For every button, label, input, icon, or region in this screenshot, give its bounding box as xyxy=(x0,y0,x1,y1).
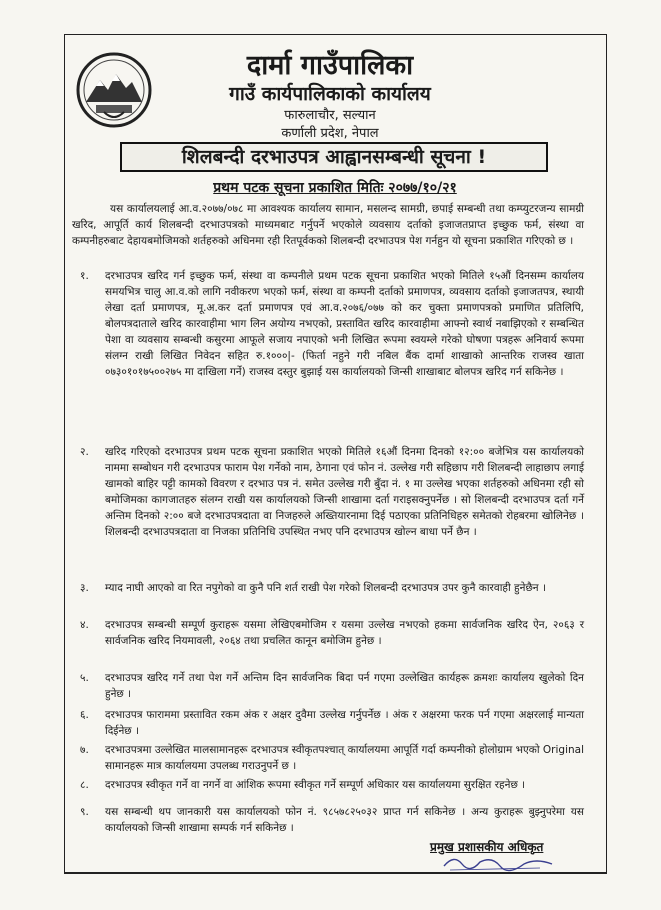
item-number: २. xyxy=(80,446,89,458)
item-text: दरभाउपत्र फाराममा प्रस्तावित रकम अंक र अक्षर दुवैमा उल्लेख गर्नुपर्नेछ । अंक र अक्षरमा फरक पर्न गएमा अक्षरलाई मान्यता दिईनेछ । xyxy=(105,709,584,737)
list-item xyxy=(72,617,584,649)
municipality-emblem-icon xyxy=(74,50,154,130)
list-item xyxy=(72,268,584,380)
item-number: ४. xyxy=(80,619,89,631)
item-text: यस सम्बन्धी थप जानकारी यस कार्यालयको फोन नं. ९८५७८२५०३२ प्राप्त गर्न सकिनेछ । अन्य कुराहरू बुझ्नुपरेमा यस कार्यालयको जिन्सी शाखामा सम्पर्क गर्न सकिनेछ । xyxy=(105,806,584,834)
signature-icon xyxy=(440,852,560,874)
publication-date xyxy=(130,178,540,197)
notice-banner: शिलबन्दी दरभाउपत्र आह्वानसम्बन्धी सूचना ! xyxy=(120,142,548,172)
office-province: कर्णाली प्रदेश, नेपाल xyxy=(281,126,379,141)
item-text: दरभाउपत्र खरिद गर्न इच्छुक फर्म, संस्था वा कम्पनीले प्रथम पटक सूचना प्रकाशित भएको मितिले १५औं दिनसम्म कार्यालय समयभित्र चालु आ.व.को लागि नवीकरण भएको फर्म, संस्था वा कम्पनी दर्ताको प्रमाणपत्र, व्यवसाय दर्ताको इजाजतपत्र, स्थायी लेखा दर्ता प्रमाणपत्र, मू.अ.कर दर्ता प्रमाणपत्र एवं आ.व.२०७६/०७७ को कर चुक्ता प्रमाणपत्रको प्रमाणित प्रतिलिपि, बोलपत्रदाताले खरिद कारवाहीमा भाग लिन अयोग्य नभएको, प्रस्तावित खरिद कारवाहीमा आफ्नो स्वार्थ नबाझिएको र सम्बन्धित पेशा वा व्यवसाय सम्बन्धी कसुरमा आफूले सजाय नपाएको भनी लिखित रूपमा स्वयम्ले गरेको घोषणा पत्रहरू अनिवार्य रूपमा संलग्न राखी लिखित निवेदन सहित रु.१०००|- (फिर्ता नहुने गरी नबिल बैंक दार्मा शाखाको आन्तरिक राजस्व खाता ०७३०१०१७५००२७५ मा दाखिला गर्ने) राजस्व दस्तुर बुझाई यस कार्यालयको जिन्सी शाखाबाट बोलपत्र खरिद गर्न सकिनेछ । xyxy=(105,270,584,378)
item-text: खरिद गरिएको दरभाउपत्र प्रथम पटक सूचना प्रकाशित भएको मितिले १६औं दिनमा दिनको १२:०० बजेभित्र यस कार्यालयको नाममा सम्बोधन गरी दरभाउपत्र फाराम पेश गर्नेको नाम, ठेगाना एवं फोन नं. उल्लेख गरी सहिछाप गरी शिलबन्दी लाहाछाप लगाई खामको बाहिर पट्टी कामको विवरण र दरभाउ पत्र नं. समेत उल्लेख गरी बुँदा नं. १ मा उल्लेख भएका शर्तहरुको अधिनमा रही सो बमोजिमका कागजातहरु संलग्न राखी यस कार्यालयको जिन्सी शाखामा दर्ता गराइसक्नुपर्नेछ । सो शिलबन्दी दरभाउपत्र दर्ता गर्ने अन्तिम दिनको २:०० बजे दरभाउपत्रदाता वा निजहरुले अख्तियारनामा दिई पठाएका प्रतिनिधिहरु समेतको रोहबरमा खोलिनेछ । शिलबन्दी दरभाउपत्रदाता वा निजका प्रतिनिधि उपस्थित नभए पनि दरभाउपत्र खोल्न बाधा पर्ने छैन । xyxy=(105,446,584,538)
list-item xyxy=(72,777,584,793)
list-item xyxy=(72,742,584,774)
item-number: ६. xyxy=(80,709,89,721)
list-item xyxy=(72,670,584,702)
item-text: दरभाउपत्रमा उल्लेखित मालसामानहरू दरभाउपत्र स्वीकृतपश्चात् कार्यालयमा आपूर्ति गर्दा कम्पनीको होलोग्राम भएको Original सामानहरू मात्र कार्यालयमा उपलब्ध गराउनुपर्ने छ । xyxy=(105,744,584,772)
item-number: ५. xyxy=(80,672,89,684)
list-item xyxy=(72,580,584,596)
item-number: ८. xyxy=(80,779,89,791)
item-text: दरभाउपत्र सम्बन्धी सम्पूर्ण कुराहरू यसमा लेखिएबमोजिम र यसमा उल्लेख नभएको हकमा सार्वजनिक खरिद ऐन, २०६३ र सार्वजनिक खरिद नियमावली, २०६४ तथा प्रचलित कानून बमोजिम हुनेछ । xyxy=(105,619,584,647)
municipality-title: दार्मा गाउँपालिका xyxy=(246,50,414,81)
item-number: १. xyxy=(80,270,89,282)
item-text: म्याद नाघी आएको वा रित नपुगेको वा कुनै पनि शर्त राखी पेश गरेको शिलबन्दी दरभाउपत्र उपर कुनै कारवाही हुनेछैन । xyxy=(105,582,546,594)
item-number: ७. xyxy=(80,744,89,756)
intro-paragraph: यस कार्यालयलाई आ.व.२०७७/०७८ मा आवश्यक कार्यालय सामान, मसलन्द सामग्री, छपाई सम्बन्धी तथा कम्प्युटरजन्य सामग्री खरिद, आपूर्ति कार्य शिलबन्दी दरभाउपत्रको माध्यमबाट गर्नुपर्ने भएकोले व्यवसाय दर्ताको इजाजतप्राप्त इच्छुक फर्म, संस्था वा कम्पनीहरुबाट देहायबमोजिमको शर्तहरुको अधिनमा रही रितपूर्वकको शिलबन्दी दरभाउपत्र पेश गर्नहुन यो सूचना प्रकाशित गरिएको छ । xyxy=(72,203,584,247)
item-number: ९. xyxy=(80,806,89,818)
list-item xyxy=(72,444,584,540)
office-name: गाउँ कार्यपालिकाको कार्यालय xyxy=(229,83,431,105)
item-text: दरभाउपत्र खरिद गर्ने तथा पेश गर्ने अन्तिम दिन सार्वजनिक बिदा पर्न गएमा उल्लेखित कार्यहरू क्रमशः कार्यालय खुलेको दिन हुनेछ । xyxy=(105,672,584,700)
list-item xyxy=(72,804,584,836)
divider xyxy=(64,872,607,873)
office-location: फारुलाचौर, सल्यान xyxy=(284,108,376,123)
signatory-title: प्रमुख प्रशासकीय अधिकृत xyxy=(430,840,544,854)
item-number: ३. xyxy=(80,582,89,594)
publication-date-text: प्रथम पटक सूचना प्रकाशित मितिः २०७७/१०/२१ xyxy=(213,180,457,196)
item-text: दरभाउपत्र स्वीकृत गर्ने वा नगर्ने वा आंशिक रूपमा स्वीकृत गर्ने सम्पूर्ण अधिकार यस कार्यालयमा सुरक्षित रहनेछ । xyxy=(105,779,526,791)
list-item xyxy=(72,707,584,739)
